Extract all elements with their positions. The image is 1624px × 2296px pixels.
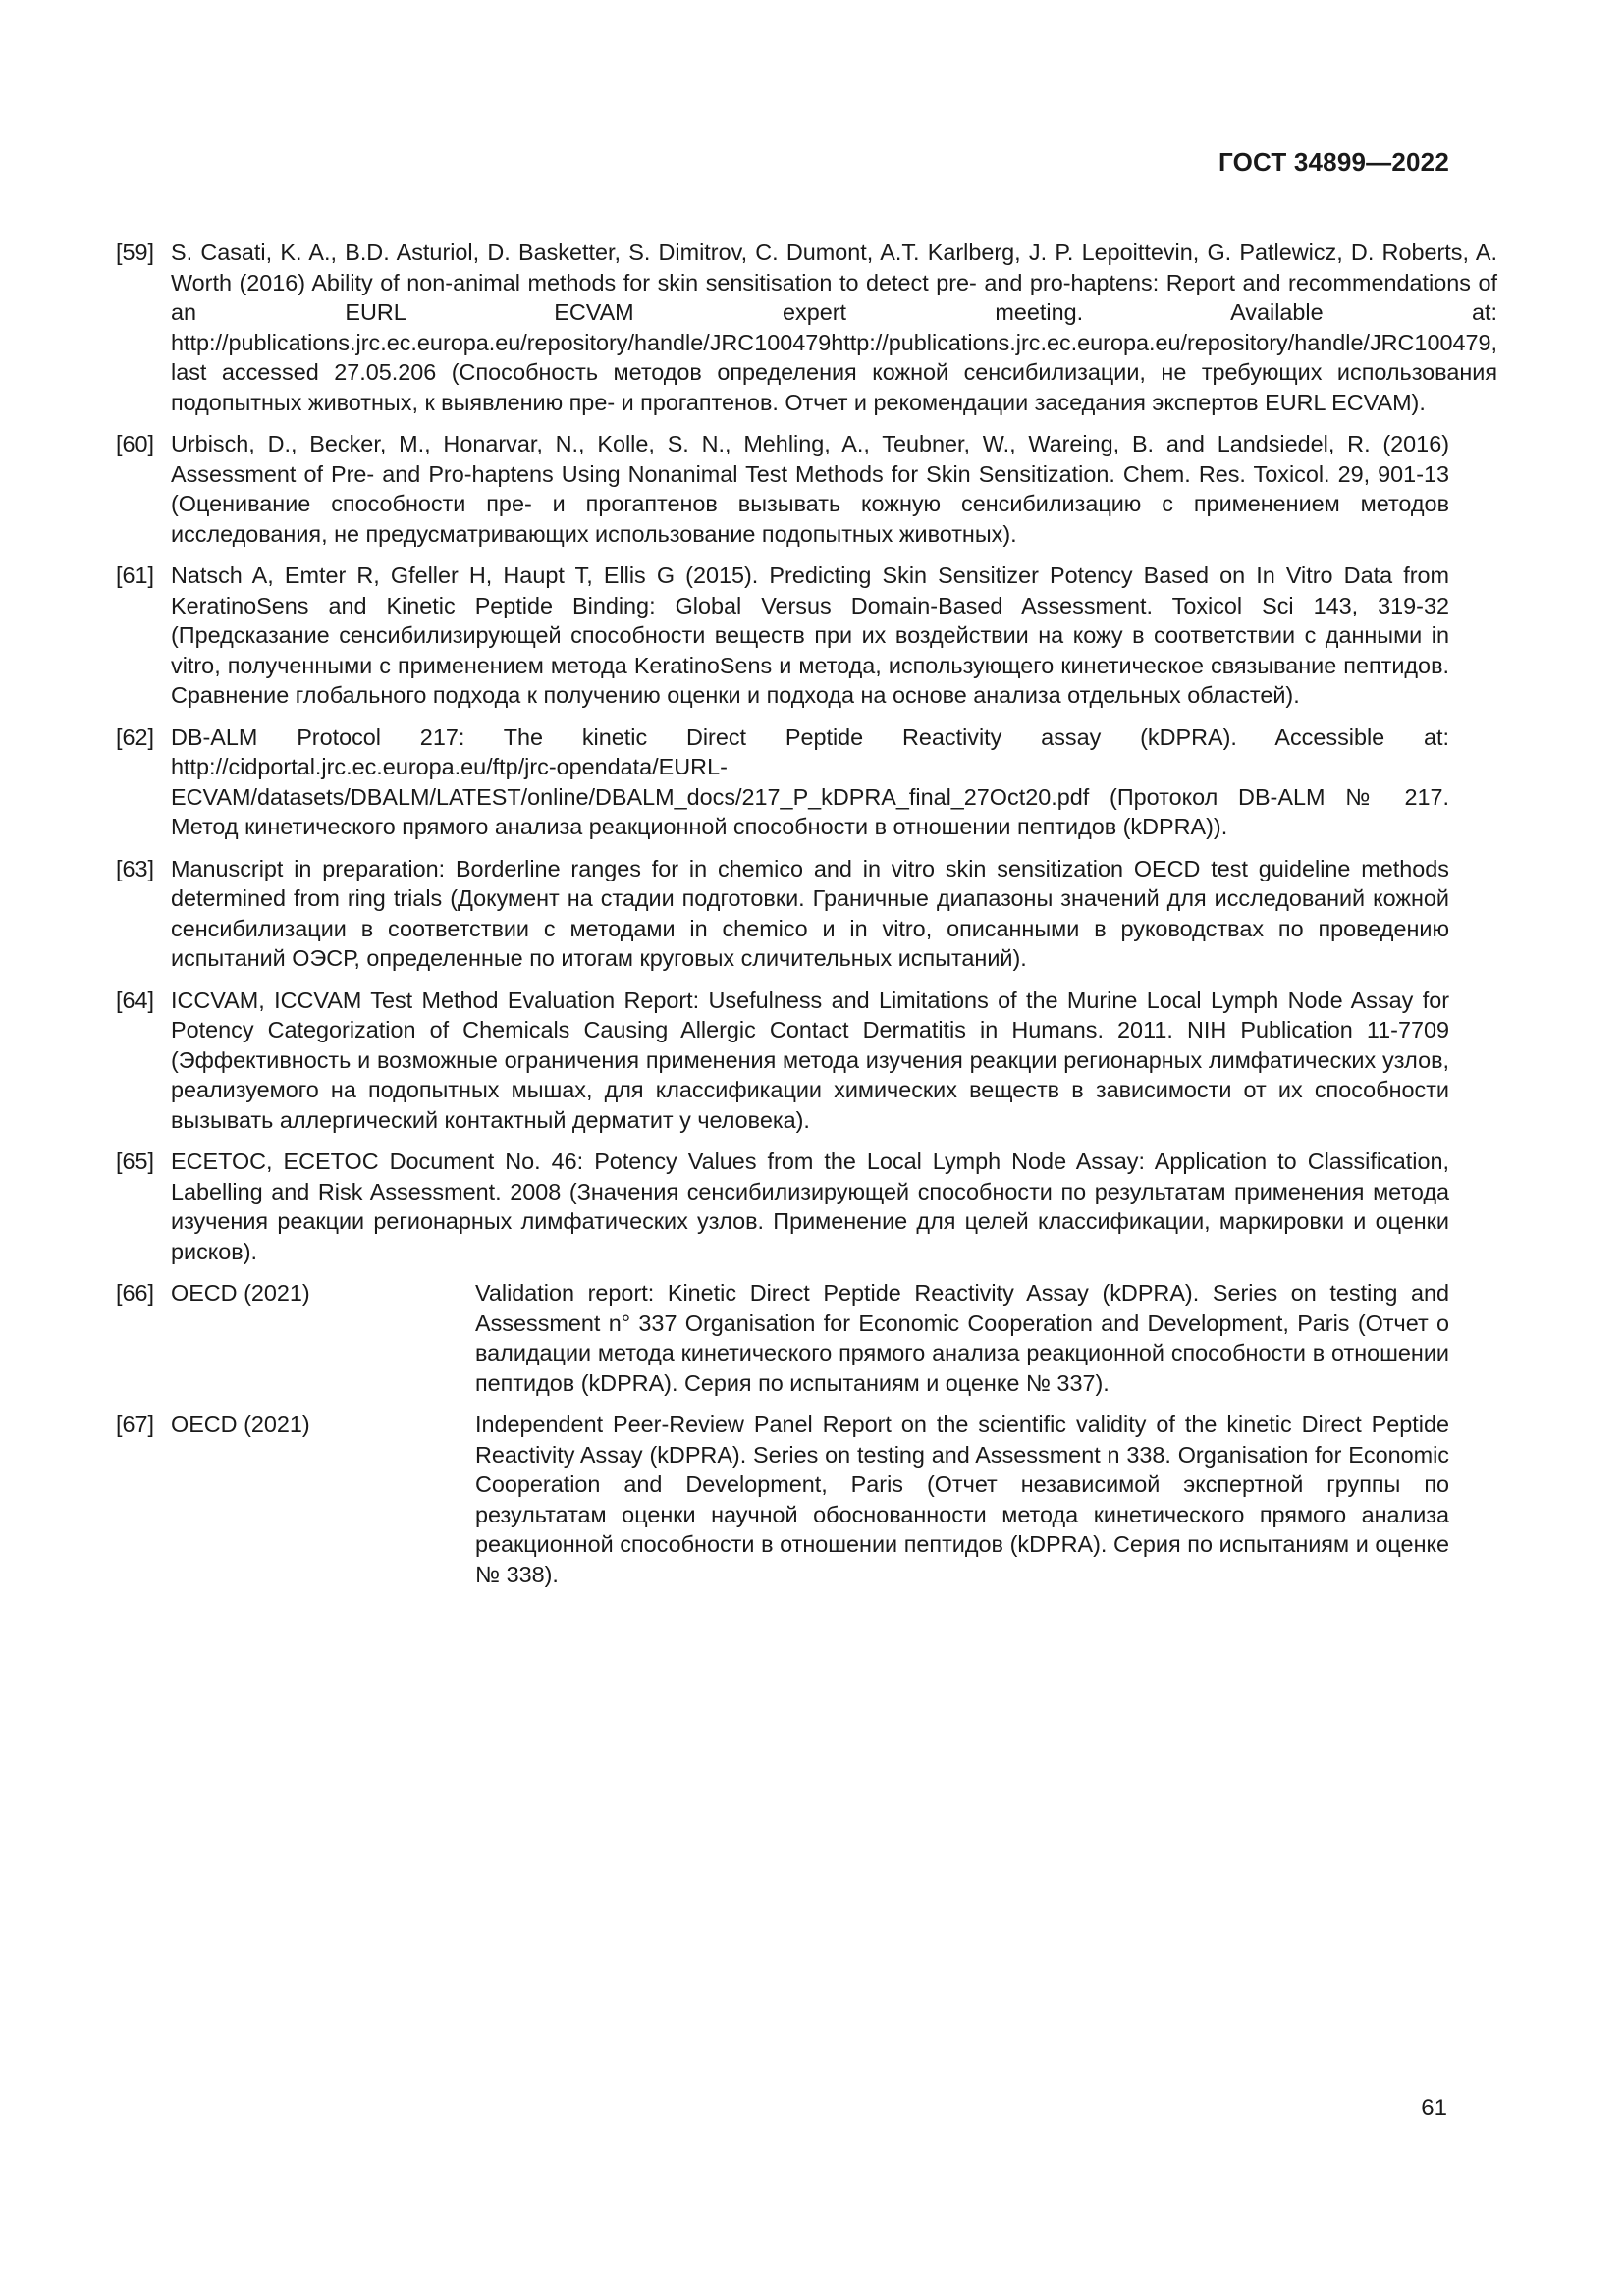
- reference-item: [116, 238, 1497, 417]
- reference-item: [116, 1147, 1449, 1266]
- reference-number: [66]: [116, 1280, 155, 1306]
- reference-number: [64]: [116, 987, 155, 1013]
- reference-text: Urbisch, D., Becker, M., Honarvar, N., Kolle, S. N., Mehling, A., Teubner, W., Wareing, B. and Landsiedel, R. (2016) Assessment of Pre- and Pro-haptens Using Nonanimal Test Methods for Skin Sensitization. Chem. Res. Toxicol. 29, 901-13 (Оценивание способности пре- и прогаптенов вызывать кожную сенсибилизацию с применением методов исследования, не предусматривающих использование подопытных животных).: [171, 431, 1449, 547]
- reference-text: Manuscript in preparation: Borderline ranges for in chemico and in vitro skin sensitization OECD test guideline methods determined from ring trials (Документ на стадии подготовки. Граничные диапазоны значений для исследований кожной сенсибилизации в соответствии с методами in chemico и in vitro, описанными в руководствах по проведению испытаний ОЭСР, определенные по итогам круговых сличительных испытаний).: [171, 855, 1449, 971]
- reference-text: DB-ALM Protocol 217: The kinetic Direct Peptide Reactivity assay (kDPRA). Accessible at: http://cidportal.jrc.ec.europa.eu/ftp/jrc-opendata/EURL-ECVAM/datasets/DBALM/LATEST/online/DBALM_docs/217_P_kDPRA_final_27Oct20.pdf (Протокол DB-ALM № 217. Метод кинетического прямого анализа реакционной способности в отношении пептидов (kDPRA)).: [171, 723, 1449, 839]
- reference-text: Independent Peer-Review Panel Report on the scientific validity of the kinetic Direct Peptide Reactivity Assay (kDPRA). Series on testing and Assessment n 338. Organisation for Economic Cooperation and Development, Paris (Отчет независимой экспертной группы по результатам оценки научной обоснованности метода кинетического прямого анализа реакционной способности в отношении пептидов (kDPRA). Серия по испытаниям и оценке № 338).: [475, 1412, 1449, 1587]
- reference-number: [60]: [116, 431, 155, 456]
- reference-text: S. Casati, K. A., B.D. Asturiol, D. Basketter, S. Dimitrov, C. Dumont, A.T. Karlberg, J. P. Lepoittevin, G. Patlewicz, D. Roberts, A. Worth (2016) Ability of non-animal methods for skin sensitisation to detect pre- and pro-haptens: Report and recommendations of an EURL ECVAM expert meeting. Available at: http://publications.jrc.ec.europa.eu/repository/handle/JRC100479http://publications.jrc.ec.europa.eu/repository/handle/JRC100479, last accessed 27.05.206 (Способность методов определения кожной сенсибилизации, не требующих использования подопытных животных, к выявлению пре- и прогаптенов. Отчет и рекомендации заседания экспертов EURL ECVAM).: [171, 240, 1497, 415]
- reference-number: [59]: [116, 240, 155, 265]
- reference-item: [116, 429, 1449, 549]
- reference-text: ICCVAM, ICCVAM Test Method Evaluation Report: Usefulness and Limitations of the Murine Local Lymph Node Assay for Potency Categorization of Chemicals Causing Allergic Contact Dermatitis in Humans. 2011. NIH Publication 11-7709 (Эффективность и возможные ограничения применения метода изучения реакции регионарных лимфатических узлов, реализуемого на подопытных мышах, для классификации химических веществ в зависимости от их способности вызывать аллергический контактный дерматит у человека).: [171, 987, 1449, 1133]
- reference-number: [65]: [116, 1148, 155, 1174]
- document-code: ГОСТ 34899—2022: [1218, 147, 1449, 177]
- reference-text: Natsch A, Emter R, Gfeller H, Haupt T, Ellis G (2015). Predicting Skin Sensitizer Potency Based on In Vitro Data from KeratinoSens and Kinetic Peptide Binding: Global Versus Domain-Based Assessment. Toxicol Sci 143, 319-32 (Предсказание сенсибилизирующей способности веществ при их воздействии на кожу в соответствии с данными in vitro, полученными с применением метода KeratinoSens и метода, использующего кинетическое связывание пептидов. Сравнение глобального подхода к получению оценки и подхода на основе анализа отдельных областей).: [171, 562, 1449, 708]
- reference-author: OECD (2021): [171, 1412, 310, 1437]
- reference-list: [116, 238, 1497, 1601]
- reference-text: ECETOC, ECETOC Document No. 46: Potency Values from the Local Lymph Node Assay: Application to Classification, Labelling and Risk Assessment. 2008 (Значения сенсибилизирующей способности по результатам применения метода изучения реакции регионарных лимфатических узлов. Применение для целей классификации, маркировки и оценки рисков).: [171, 1148, 1449, 1264]
- reference-item: [116, 1410, 1449, 1589]
- page-number: 61: [1421, 2095, 1447, 2121]
- reference-item: [116, 986, 1449, 1136]
- reference-number: [63]: [116, 855, 155, 881]
- reference-item: [116, 722, 1449, 842]
- reference-text: Validation report: Kinetic Direct Peptide Reactivity Assay (kDPRA). Series on testing and Assessment n° 337 Organisation for Economic Cooperation and Development, Paris (Отчет о валидации метода кинетического прямого анализа реакционной способности в отношении пептидов (kDPRA). Серия по испытаниям и оценке № 337).: [475, 1280, 1449, 1396]
- reference-number: [62]: [116, 723, 155, 750]
- reference-item: [116, 854, 1449, 974]
- reference-item: [116, 561, 1449, 711]
- reference-author: OECD (2021): [171, 1280, 310, 1306]
- reference-number: [61]: [116, 562, 155, 588]
- reference-number: [67]: [116, 1412, 155, 1437]
- reference-item: [116, 1278, 1449, 1398]
